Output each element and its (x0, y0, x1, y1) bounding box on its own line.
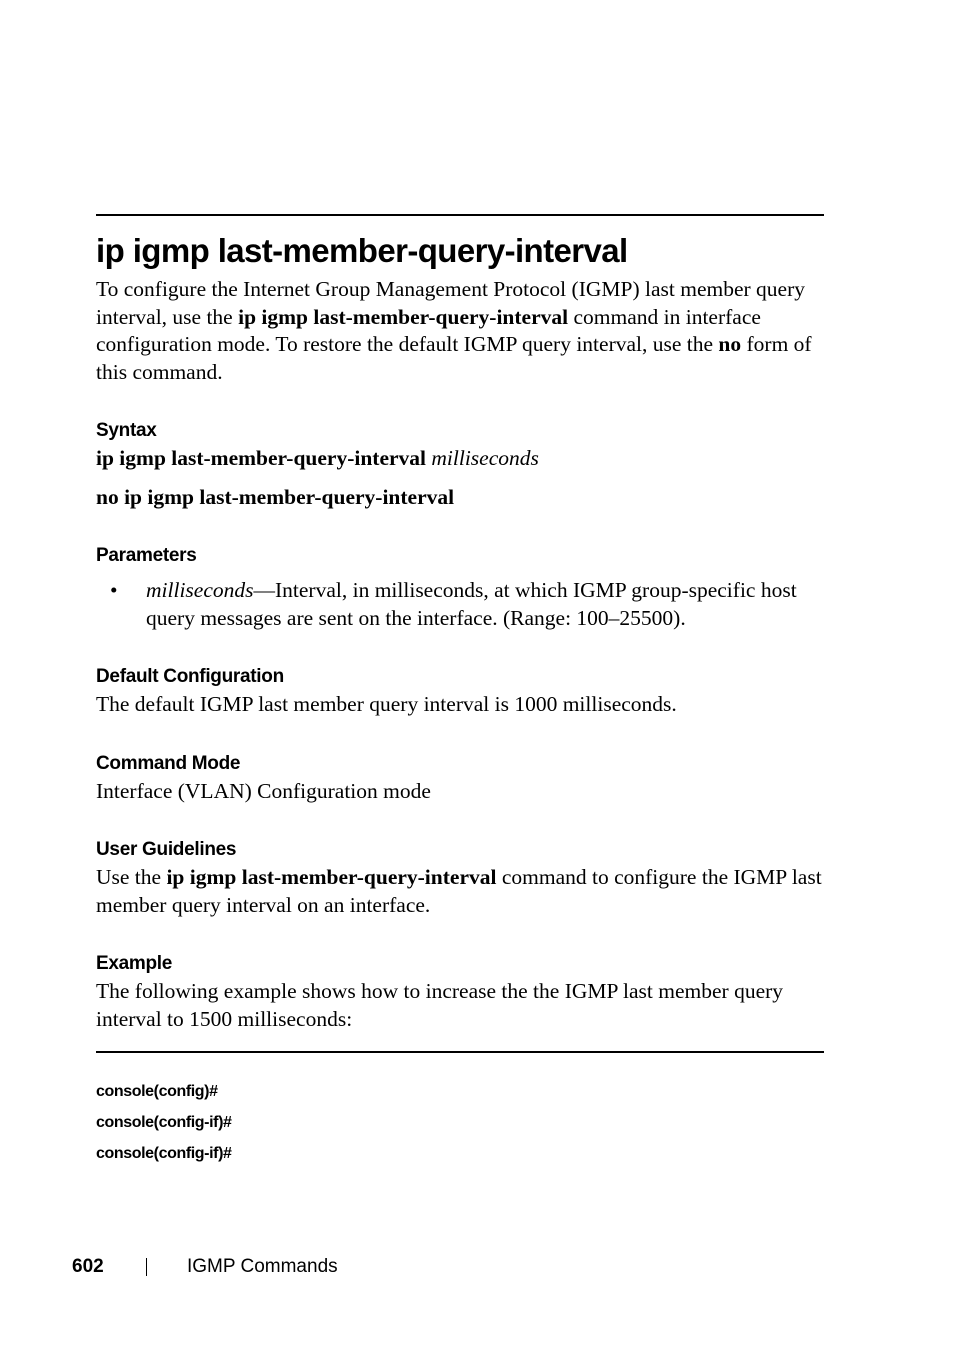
example-heading: Example (96, 953, 173, 974)
syntax-line-1: ip igmp last-member-query-interval milliseconds (96, 446, 539, 470)
code-rule (96, 1051, 824, 1053)
default-configuration-text: The default IGMP last member query interval is 1000 milliseconds. (96, 692, 677, 716)
syntax-line-2: no ip igmp last-member-query-interval (96, 484, 455, 509)
user-guidelines-heading: User Guidelines (96, 839, 237, 860)
parameter-name: milliseconds (146, 578, 254, 602)
syntax-heading: Syntax (96, 420, 157, 441)
parameters-section (96, 544, 824, 632)
code-line: console(config-if)# (96, 1114, 232, 1131)
user-guidelines-section (96, 838, 824, 919)
example-section (96, 952, 824, 1033)
syntax-section (96, 419, 824, 511)
footer-separator (146, 1258, 147, 1276)
user-guidelines-text: Use the ip igmp last-member-query-interval command to configure the IGMP last member query interval on an interface. (96, 865, 822, 917)
intro-paragraph: To configure the Internet Group Management Protocol (IGMP) last member query interval, use the ip igmp last-member-query-interval command in interface configuration mode. To restore the default IGMP query interval, use the no form of this command. (96, 277, 812, 384)
code-line: console(config-if)# (96, 1145, 232, 1162)
page-footer (72, 1256, 338, 1278)
default-configuration-section (96, 665, 824, 719)
page-title: ip igmp last-member-query-interval (96, 232, 628, 269)
command-mode-section (96, 752, 824, 806)
parameter-item (96, 577, 824, 632)
code-line: console(config)# (96, 1083, 218, 1100)
footer-section-title: IGMP Commands (187, 1256, 338, 1277)
code-block (96, 1076, 824, 1169)
intro-command: ip igmp last-member-query-interval (238, 304, 569, 329)
command-mode-heading: Command Mode (96, 752, 241, 774)
parameters-heading: Parameters (96, 545, 197, 566)
example-text: The following example shows how to increase the the IGMP last member query interval to 1500 milliseconds: (96, 979, 784, 1031)
page-content (96, 214, 824, 1169)
parameter-description: —Interval, in milliseconds, at which IGMP group-specific host query messages are sent on the interface. (Range: 100–25500). (146, 578, 797, 630)
user-guidelines-command: ip igmp last-member-query-interval (166, 865, 497, 889)
default-configuration-heading: Default Configuration (96, 666, 284, 687)
intro-no-keyword: no (718, 332, 742, 356)
page-number: 602 (72, 1256, 104, 1277)
bullet-glyph: • (110, 578, 118, 602)
top-rule (96, 214, 824, 216)
command-mode-text: Interface (VLAN) Configuration mode (96, 778, 431, 803)
